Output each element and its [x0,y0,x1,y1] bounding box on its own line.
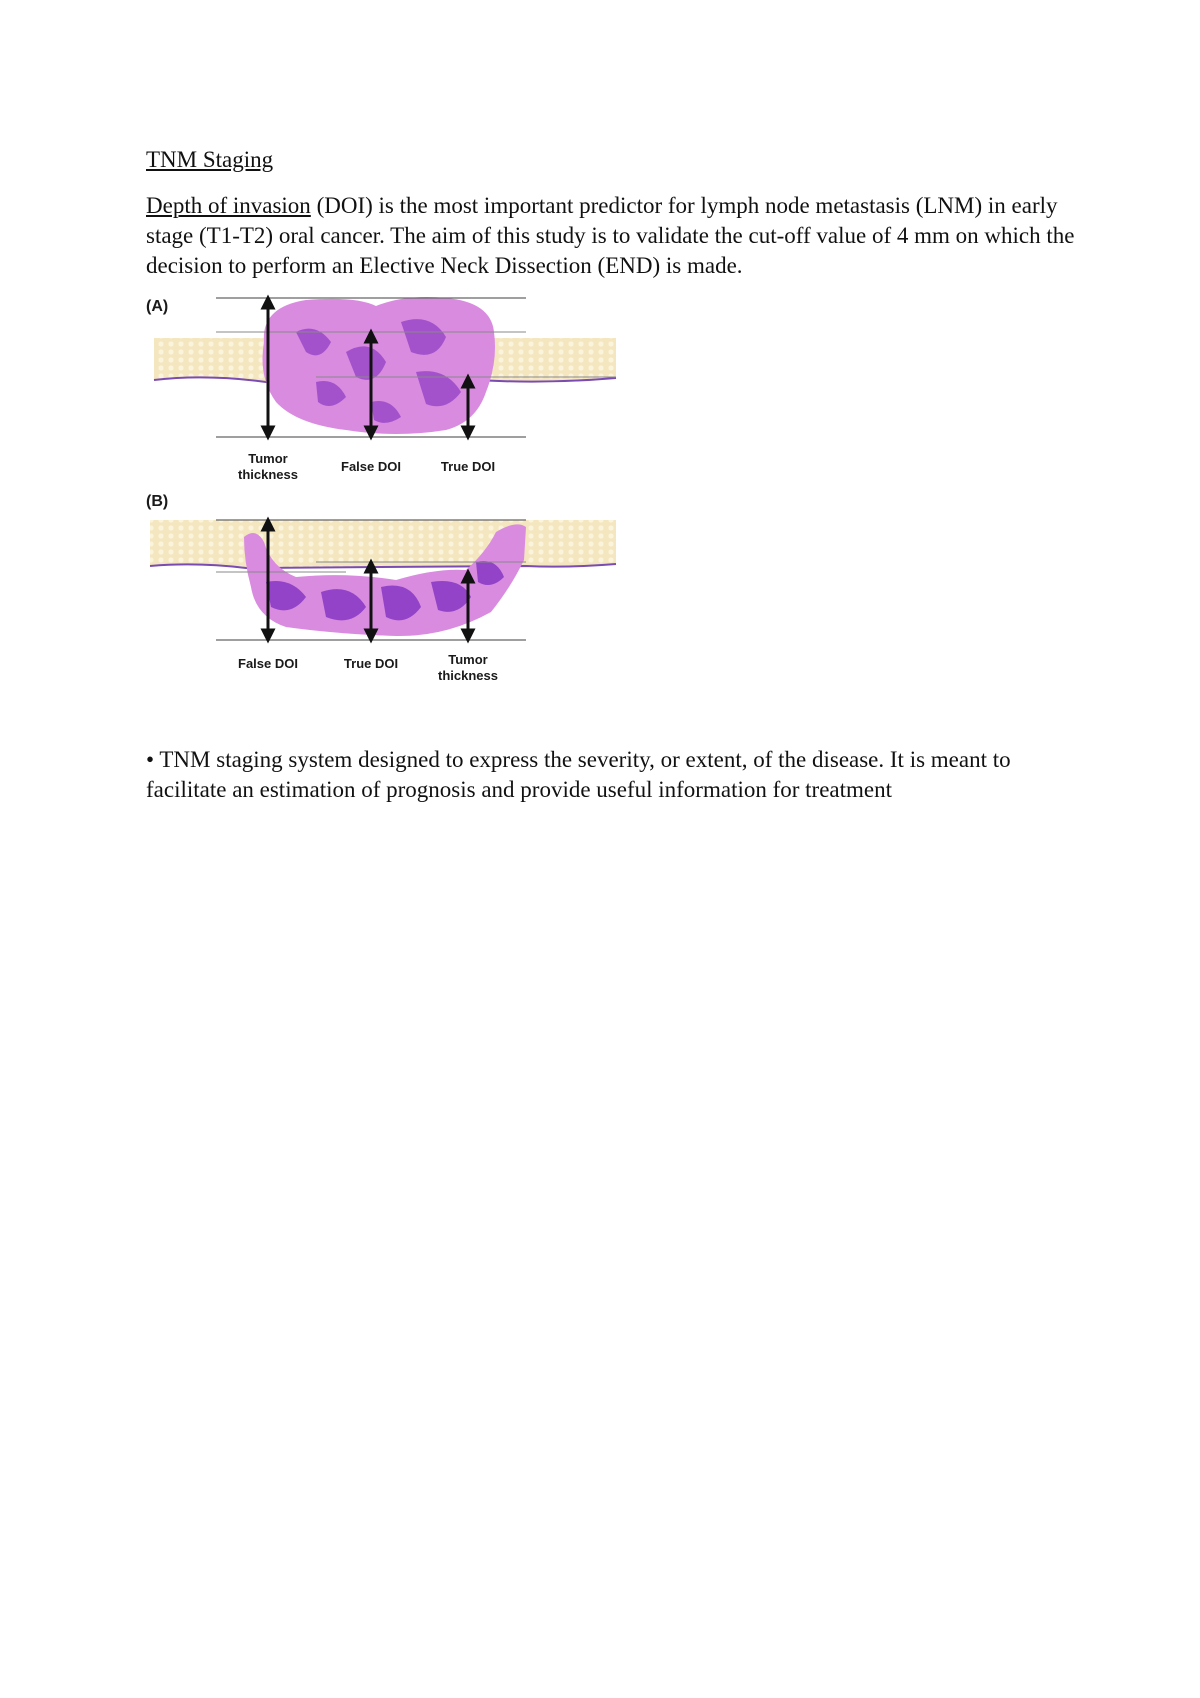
panel-b [146,493,616,683]
panel-b-true-doi-label: True DOI [343,656,399,671]
panel-b-tumor-label-1: Tumor [448,652,488,667]
panel-b-label: (B) [146,493,169,510]
panel-b-tumor-label-2: thickness [438,668,498,683]
panel-a-tumor-label-2: thickness [238,467,298,482]
doi-term: Depth of invasion [146,193,311,218]
doi-figure [146,292,626,692]
tnm-bullet-point: • TNM staging system designed to express the severity, or extent, of the disease. It is meant to facilitate an estimation of prognosis and provide useful information for treatment [146,747,1011,802]
panel-a-true-doi-label: True DOI [440,459,496,474]
panel-a [146,297,616,482]
panel-b-false-doi-label: False DOI [238,656,298,671]
intro-paragraph [146,191,1076,281]
panel-a-tumor-label-1: Tumor [248,451,288,466]
intro-paragraph-text: (DOI) is the most important predictor for lymph node metastasis (LNM) in early stage (T1-T2) oral cancer. The aim of this study is to validate the cut-off value of 4 mm on which the decision to perform an Elective Neck Dissection (END) is made. [146,193,1075,278]
section-heading: TNM Staging [146,147,274,172]
panel-a-false-doi-label: False DOI [341,459,401,474]
panel-a-label: (A) [146,298,169,315]
panel-b-tissue [150,520,616,568]
doi-diagram [146,292,626,692]
